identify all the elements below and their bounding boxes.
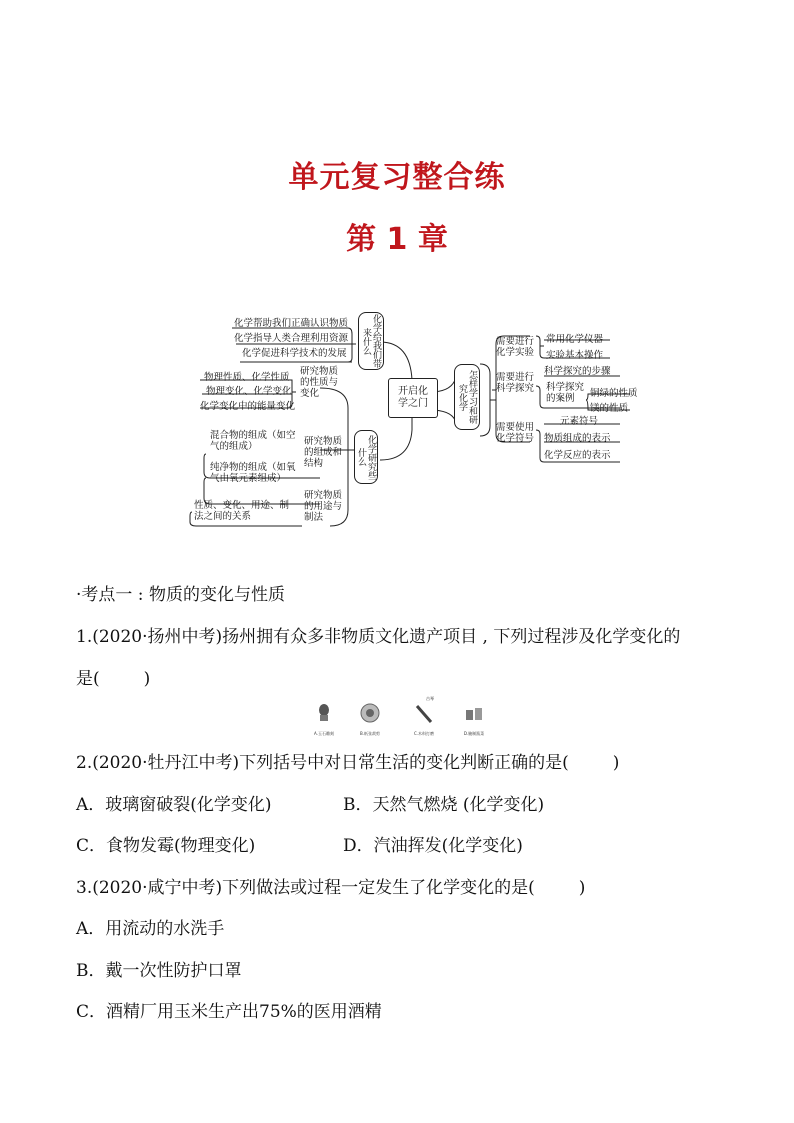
question-3-option-a[interactable]: A．用流动的水洗手	[76, 919, 225, 939]
question-3-stem	[76, 877, 585, 899]
mindmap-branch-label: 化学给我们带来什么	[361, 314, 381, 368]
mindmap-group-label: 研究物质的组成和结构	[304, 436, 343, 469]
mindmap-branch-box	[354, 430, 378, 484]
picture-label: A.玉石雕刻	[314, 731, 334, 736]
picture-option-d	[454, 702, 494, 736]
question-1-pictures	[304, 696, 494, 736]
guqin-icon	[413, 702, 435, 724]
question-2-text: 2.(2020·牡丹江中考)下列括号中对日常生活的变化判断正确的是(	[76, 753, 569, 773]
mindmap-branch-box	[454, 364, 480, 430]
mindmap-item: 化学指导人类合理利用资源	[234, 333, 349, 344]
pickle-jar-icon	[463, 702, 485, 724]
mindmap-branch-label: 怎样学习和研究化学	[457, 370, 477, 424]
mindmap-item: 物质组成的表示	[544, 433, 611, 444]
mindmap-item: 实验基本操作	[546, 350, 604, 361]
question-2-option-c[interactable]: C．食物发霉(物理变化)	[76, 836, 256, 856]
carving-icon	[314, 702, 334, 724]
close-paren: )	[578, 878, 586, 898]
mindmap-item: 化学帮助我们正确认识物质	[234, 318, 349, 329]
mindmap-item: 化学促进科学技术的发展	[242, 348, 347, 359]
mindmap-item: 元素符号	[560, 416, 599, 427]
question-2-option-d[interactable]: D．汽油挥发(化学变化)	[343, 836, 523, 856]
mindmap-item: 科学探究的案例	[546, 382, 585, 404]
picture-option-a	[304, 702, 344, 736]
mindmap-group-label: 需要进行科学探究	[496, 372, 535, 394]
mindmap-item: 常用化学仪器	[546, 334, 604, 345]
mindmap-branch-label: 化学研究些什么	[356, 434, 376, 480]
mindmap-item: 镁的性质	[590, 403, 629, 414]
mindmap-group-label: 需要进行化学实验	[496, 336, 535, 358]
section-heading: ·考点一 : 物质的变化与性质	[76, 585, 285, 605]
mindmap-center-label: 开启化学之门	[398, 386, 428, 409]
question-1-stem: 1.(2020·扬州中考)扬州拥有众多非物质文化遗产项目 , 下列过程涉及化学变化的	[76, 627, 681, 647]
mindmap-item: 化学反应的表示	[544, 450, 611, 461]
mindmap-group-label: 需要使用化学符号	[496, 422, 535, 444]
open-paren: 是(	[76, 669, 100, 689]
connector-line	[380, 418, 412, 460]
question-3-text: 3.(2020·咸宁中考)下列做法或过程一定发生了化学变化的是(	[76, 878, 535, 898]
question-2-option-a[interactable]: A．玻璃窗破裂(化学变化)	[76, 795, 272, 815]
mindmap-group-label: 研究物质的性质与变化	[300, 366, 339, 399]
picture-option-c	[404, 696, 444, 736]
question-2-option-b[interactable]: B．天然气燃烧 (化学变化)	[343, 795, 545, 815]
picture-label: D.腌制酱菜	[463, 731, 485, 736]
mindmap-center-box	[388, 378, 438, 418]
papercut-icon	[359, 702, 381, 724]
page-title: 单元复习整合练	[288, 160, 506, 195]
question-3-option-c[interactable]: C．酒精厂用玉米生产出75%的医用酒精	[76, 1002, 382, 1022]
mindmap-item: 铜绿的性质	[590, 388, 638, 399]
question-3-option-b[interactable]: B．戴一次性防护口罩	[76, 961, 242, 981]
question-2-stem	[76, 752, 619, 774]
mindmap-branch-box	[358, 312, 384, 370]
picture-label: B.纸张裁剪	[359, 731, 380, 736]
picture-caption: 古琴	[426, 696, 434, 701]
mindmap-item: 物理性质、化学性质	[204, 372, 290, 383]
concept-map	[180, 300, 650, 530]
chapter-title: 第 1 章	[346, 222, 448, 257]
mindmap-item: 混合物的组成（如空气的组成）	[210, 430, 296, 452]
question-1-answer-line	[76, 668, 150, 690]
mindmap-item: 化学变化中的能量变化	[200, 401, 296, 412]
close-paren: )	[612, 753, 620, 773]
mindmap-item: 性质、变化、用途、制法之间的关系	[194, 500, 290, 522]
picture-option-b	[350, 702, 390, 736]
mindmap-item: 科学探究的步骤	[544, 366, 611, 377]
mindmap-group-label: 研究物质的用途与制法	[304, 490, 343, 523]
mindmap-item: 物理变化、化学变化	[206, 386, 292, 397]
mindmap-item: 纯净物的组成（如氧气由氧元素组成）	[210, 462, 296, 484]
picture-label: C.木料打磨	[413, 731, 435, 736]
close-paren: )	[143, 669, 151, 689]
